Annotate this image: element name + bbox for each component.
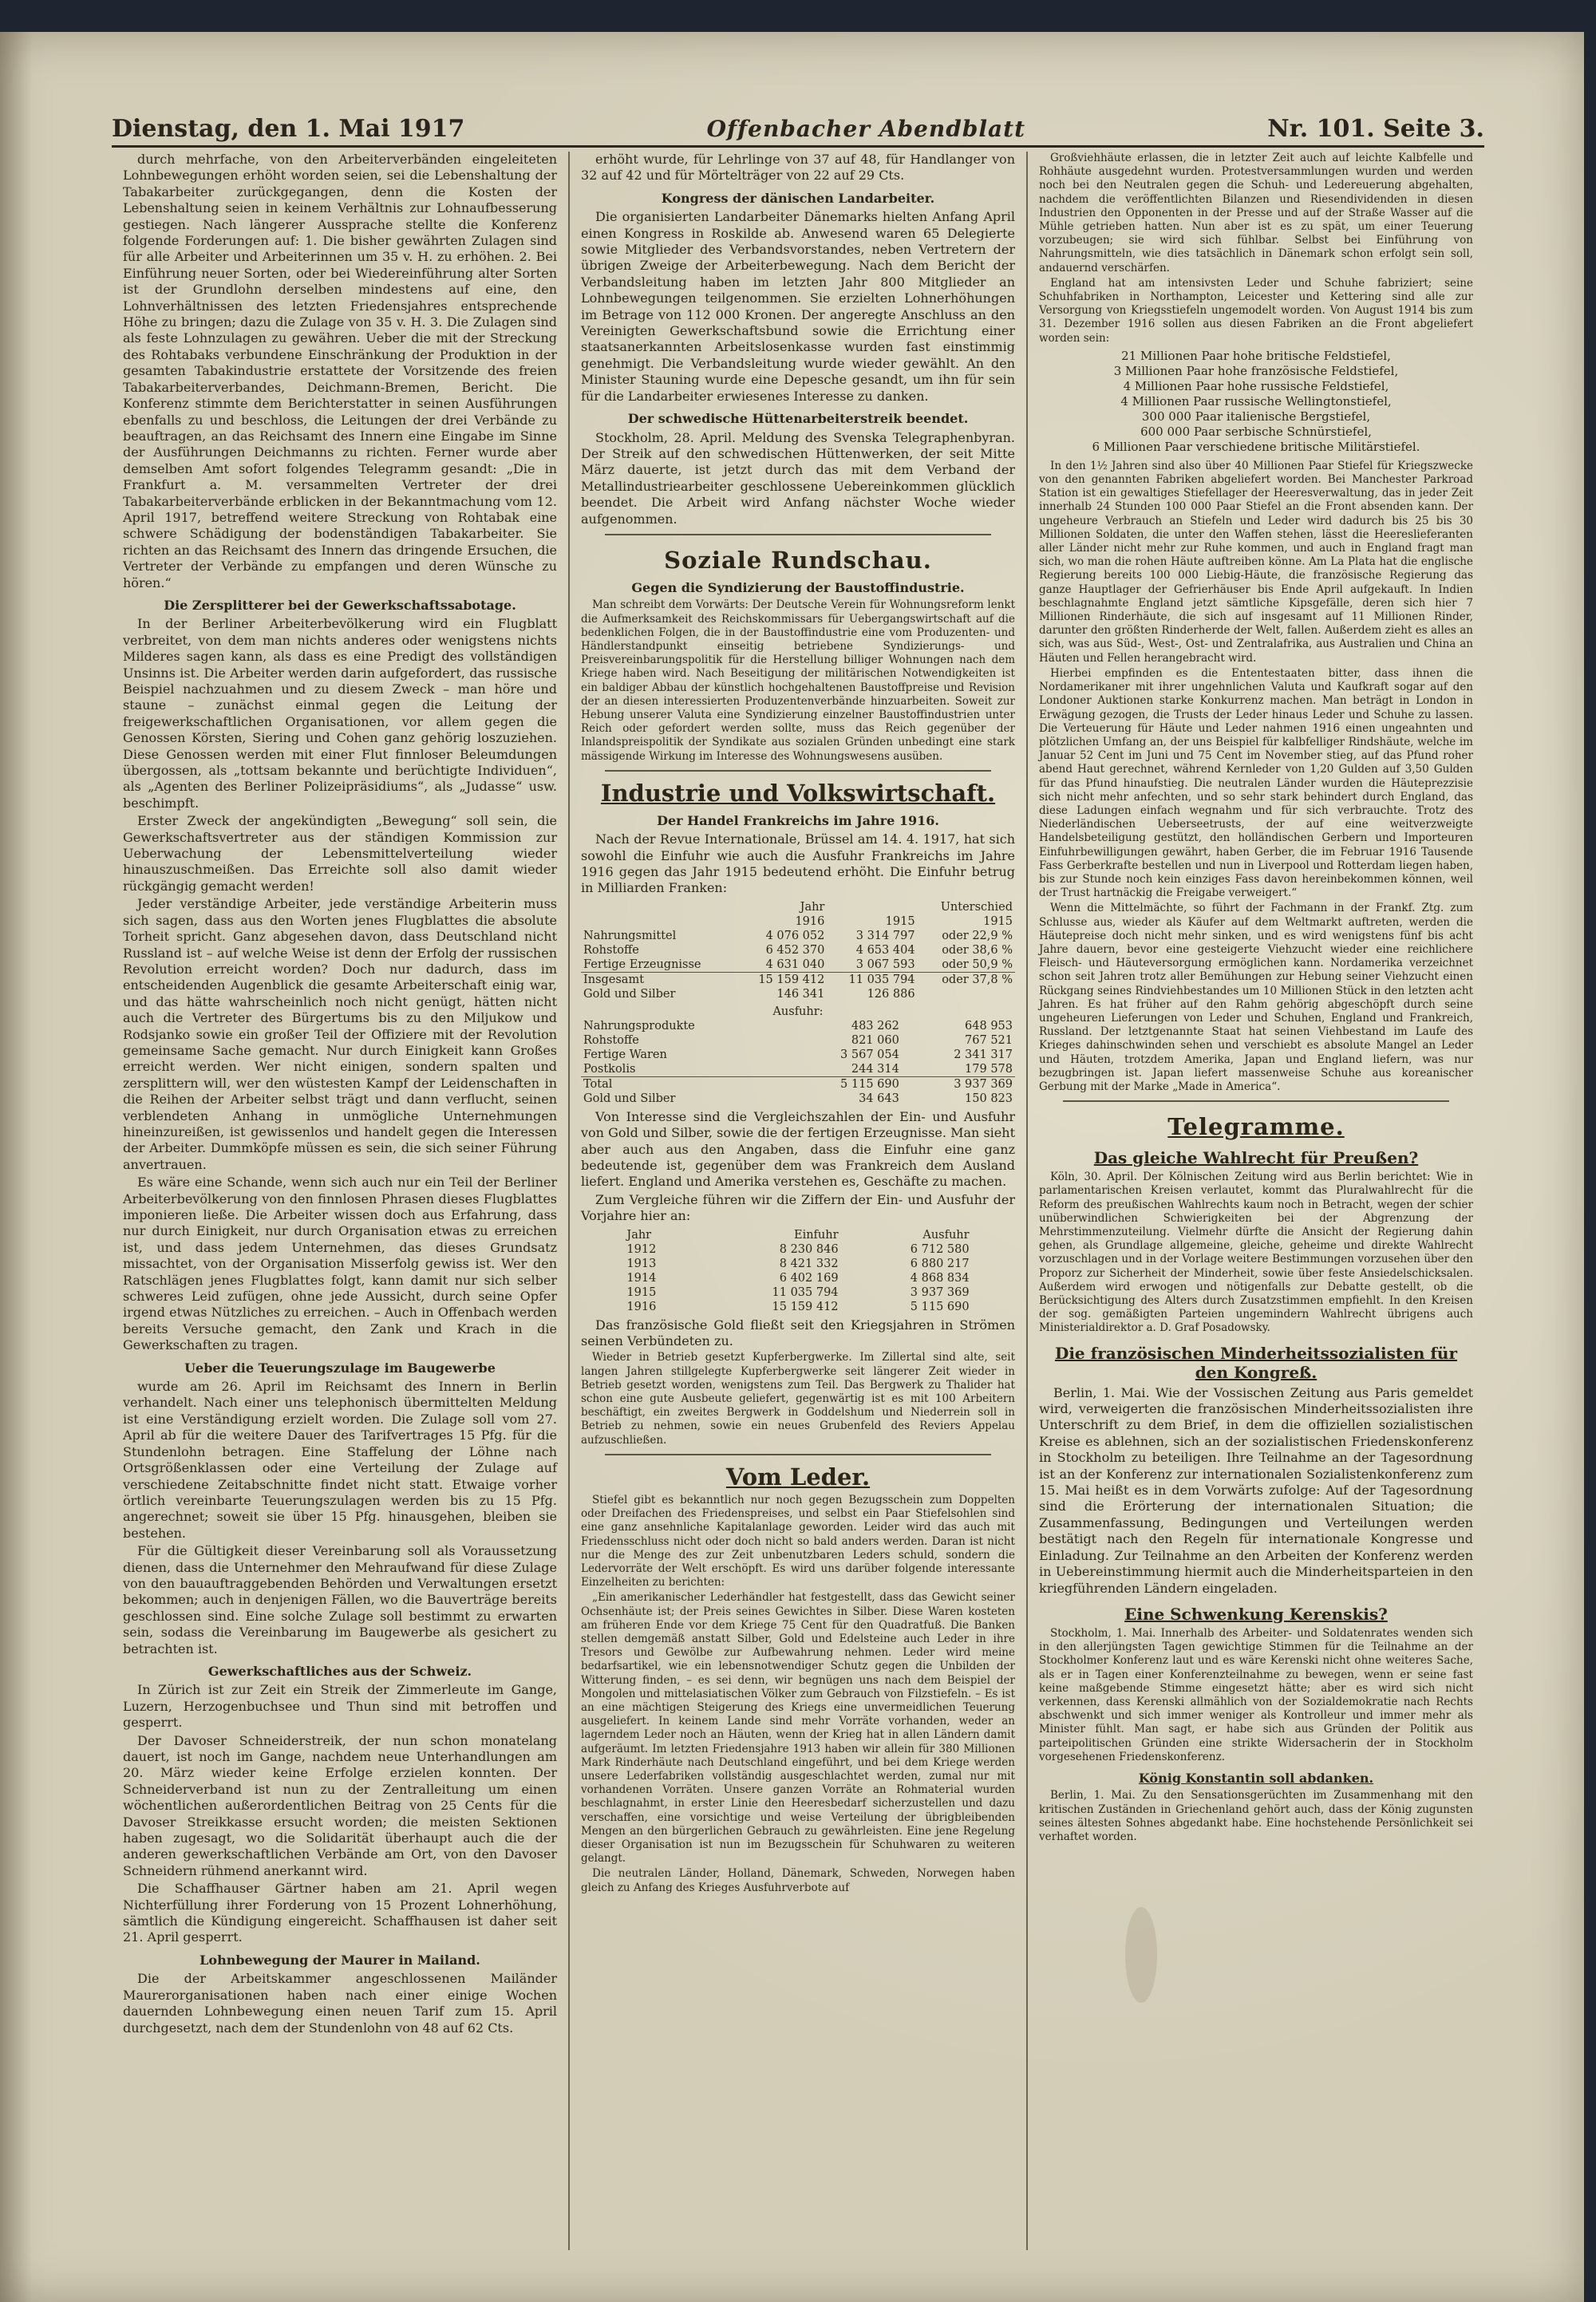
table-row-total — [581, 972, 1015, 987]
table-cell: Nahrungsmittel — [583, 929, 677, 942]
small-print-block — [581, 1494, 1015, 1895]
table-header: Unterschied — [940, 900, 1013, 914]
list-item: 600 000 Paar serbische Schnürstiefel, — [1140, 424, 1372, 439]
table-cell: 3 937 369 — [902, 1076, 1015, 1092]
paragraph: Nach der Revue Internationale, Brüssel am 14. 4. 1917, hat sich sowohl die Einfuhr wie auch die Ausfuhr Frankreichs im Jahre 1916 gegen das Jahr 1915 bedeutend erhöht. Die Einfuhr betrug in Milliarden Franken: — [581, 831, 1015, 896]
section-heading: Kongress der dänischen Landarbeiter. — [661, 190, 935, 206]
table-header: Jahr — [800, 900, 825, 914]
table-cell: Insgesamt — [581, 972, 737, 987]
table-cell: Rohstoffe — [583, 1033, 639, 1047]
table-cell: Rohstoffe — [583, 943, 639, 957]
yearly-trade-table — [624, 1228, 971, 1314]
column-1 — [112, 152, 568, 2250]
table-cell: 1916 — [626, 1300, 657, 1313]
list-item: 6 Millionen Paar verschiedene britische Militärstiefel. — [1092, 439, 1420, 454]
table-cell: 6 402 169 — [779, 1271, 839, 1285]
paragraph: durch mehrfache, von den Arbeiterverbänden eingeleiteten Lohnbewegungen erhöht worden seien, sei die Lebenshaltung der Tabakarbeiter zurückgegangen, denn die Kosten der Lebenshaltung seien in keinem Verhältnis zur Lohnaufbesserung gestiegen. Nach längerer Aussprache stellte die Konferenz folgende Forderungen auf: 1. Die bisher gewährten Zulagen sind für alle Arbeiter und Arbeiterinnen um 35 v. H. zu erhöhen. 2. Bei Einführung neuer Sorten, oder bei Wiedereinführung alter Sorten ist der Grundlohn derselben mindestens auf eine, den Lohnverhältnissen des letzten Friedensjahres entsprechende Höhe zu bringen; dazu die Zulage von 35 v. H. 3. Die Zulagen sind als feste Lohnzulagen zu gewähren. Ueber die mit der Streckung des Rohtabaks verbundene Einschränkung der Produktion in der gesamten Tabakindustrie erstattete der Vorsitzende des freien Tabakarbeiterverbandes, Deichmann-Bremen, Bericht. Die Konferenz stimmte dem Berichterstatter in seinen Ausführungen ebenfalls zu und beschloss, die Leitungen der drei Verbände zu beauftragen, an das Reichsamt des Innern eine Eingabe im Sinne der Ausführungen Deichmanns zu richten. Ferner wurde aber demselben Amt sofort folgendes Telegramm gesandt: „Die in Frankfurt a. M. versammelten Vertreter der drei Tabakarbeiterverbände erblicken in der Bekanntmachung vom 12. April 1917, betreffend weitere Streckung von Rohtabak eine schwere Schädigung der bodenständigen Tabakarbeiter. Sie richten an das Reichsamt des Innern das dringende Ersuchen, die Vertreter der Verbände zu empfangen und deren Wünsche zu hören.“ — [123, 152, 557, 590]
table-cell: 3 067 593 — [855, 958, 915, 971]
table-cell: 15 159 412 — [772, 1300, 839, 1313]
table-row — [581, 1092, 1015, 1106]
paragraph: Die der Arbeitskammer angeschlossenen Mailänder Maurerorganisationen haben nach einer einige Wochen dauernden Lohnbewegung einen neuen Tarif zum 15. April durchgesetzt, nach dem der Stundenlohn von 48 auf 62 Cts. — [123, 1971, 557, 2035]
table-cell: 34 643 — [859, 1092, 899, 1105]
table-cell: 4 076 052 — [765, 929, 825, 942]
paragraph: Erster Zweck der angekündigten „Bewegung“ soll sein, die Gewerkschaftsvertreter aus der ständigen Kommission zur Ueberwachung der Lebensmittelverteilung wieder hinauszuschmeißen. Das Erreichte soll also damit wieder rückgängig gemacht werden! — [123, 813, 557, 894]
small-print-block — [1039, 1789, 1473, 1844]
table-cell: 1915 — [626, 1285, 657, 1299]
paragraph: Großviehhäute erlassen, die in letzter Zeit auch auf leichte Kalbfelle und Rohhäute ausgedehnt wurden. Protestversammlungen wurden und werden noch bei den Neutralen gegen die Schuh- und Ledereuerung abgehalten, nachdem die veröffentlichten Bilanzen und Riesendividenden in diesen Industrien den Opponenten in der Presse und auf der Straße Wasser auf die Mühle getrieben hatten. Nun aber ist es zu spät, um einer Teuerung vorzubeugen; sie wird sich fühlbar. Selbst bei Einführung von Nahrungsmitteln, wie dies tatsächlich in Dänemark schon erfolgt sein soll, andauernd verschärfen. — [1039, 152, 1473, 274]
section-heading: Gegen die Syndizierung der Baustoffindustrie. — [631, 579, 965, 595]
table-cell — [918, 987, 1015, 1001]
table-cell: 150 823 — [965, 1092, 1013, 1105]
table-cell: 8 421 332 — [779, 1257, 839, 1270]
table-header: 1915 — [983, 914, 1013, 928]
paragraph: Zum Vergleiche führen wir die Ziffern der Ein- und Ausfuhr der Vorjahre hier an: — [581, 1191, 1015, 1224]
table-row — [624, 1242, 971, 1257]
table-cell: 821 060 — [851, 1033, 899, 1047]
table-header: Ausfuhr: — [772, 1005, 824, 1018]
divider — [605, 1454, 991, 1455]
issue-date: Dienstag, den 1. Mai 1917 — [112, 114, 465, 143]
list-item: 4 Millionen Paar russische Wellingtonstiefel, — [1120, 393, 1392, 409]
table-header — [581, 900, 737, 914]
table-cell: 767 521 — [965, 1033, 1013, 1047]
table-header — [827, 900, 917, 914]
section-heading: Der Handel Frankreichs im Jahre 1916. — [657, 812, 939, 828]
paragraph: Hierbei empfinden es die Ententestaaten bitter, dass ihnen die Nordamerikaner mit ihrer ungehnlichen Valuta und Kaufkraft sogar auf den Londoner Auktionen starke Konkurrenz machen. Man beträgt in London in Erwägung gezogen, die Trusts der Leder hinaus Leder und Schuhe zu lassen. Die Verteuerung für Häute und Leder nahmen 1916 einen ungeahnten und plötzlichen Umfang an, der uns Beispiel für kalbfelliger Rindshäute, welche im Januar 52 Cent im Juni und 75 Cent im November stieg, auf das Pfund roher abend Haut gerechnet, während Kernleder von 1,20 Gulden auf 3,50 Gulden für das Pfund hinaufstieg. Die neutralen Länder wurden die Häuteprezzisie sich nicht mehr anfechten, und so sehr stark behindert durch England, das diese Ladungen einfach wegnahm und für sich verbrauchte. Trotz des Niederländischen Ueberseetrusts, der auf eine weitverzweigte Handelsbeteiligung gestützt, den holländischen Gerbern und Importeuren Einfuhrbewilligungen gewährt, haben Gerber, die im Februar 1916 Tausende Fass Gerberkrafte bestellen und nun in Liverpool und Rotterdam liegen haben, bis zur Stunde noch kein einziges Fass davon hereinbekommen können, weil der Trust hartnäckig die Freigabe verweigert.“ — [1039, 666, 1473, 900]
paragraph: Köln, 30. April. Der Kölnischen Zeitung wird aus Berlin berichtet: Wie in parlamentarischen Kreisen verlautet, kommt das Pluralwahlrecht für die Reform des preußischen Wahlrechts kaum noch in Betracht, wegen der schier unüberwindlichen Schwierigkeiten bei der Abgrenzung der Mehrstimmenzuteilung. Vielmehr dürfte die Ansicht der Regierung dahin gehen, als Grundlage allgemeine, gleiche, geheime und direkte Wahlrecht vorzuschlagen und in der Vorlage weitere Bestimmungen vorzusehen über den Proporz zur Sicherheit der Minderheit, sowie über feste Ansiedelschicksalen. Außerdem wird erwogen und nötigenfalls zur Debatte gestellt, ob die Berücksichtigung des Alters durch Zusatzstimmen empfiehlt. In den Kreisen der sog. gemäßigten Parteien ungemindern Wahlrecht übrigens auch Ministerialdirektor a. D. Graf Posadowsky. — [1039, 1171, 1473, 1335]
table-cell: 146 341 — [776, 987, 825, 1001]
section-heading: König Konstantin soll abdanken. — [1138, 1770, 1374, 1786]
section-heading: Lohnbewegung der Maurer in Mailand. — [200, 1952, 480, 1968]
table-cell: Postkolis — [583, 1062, 636, 1076]
table-row — [624, 1271, 971, 1285]
paragraph: „Ein amerikanischer Lederhändler hat festgestellt, dass das Gewicht seiner Ochsenhäute ist; der Preis seines Gewichtes in Silber. Diese Waren kosteten am früheren Ende vor dem Kriege 75 Cent für den Quadratfuß. Die Banken stellen demgemäß anstatt Silber, Gold und Edelsteine auch Leder in ihre Tresors und Gewölbe zur Aufbewahrung nehmen. Leder wird meine bedarfsartikel, wie ein lebensnotwendiger Schutz gegen die Unbilden der Witterung finden, – es sei denn, wir begnügen uns nach dem Beispiel der Mongolen und mittelasiatischen Völker zum Gebrauch von Filzstiefeln. – Es ist an eine mächtigen Steigerung des Kriegs eine unvermeidlichen Teuerung ausgeliefert. In keinem Lande sind mehr Vorräte vorhanden, weder an lagerndem Leder noch an Häuten, wenn der Krieg hat in allen Ländern damit aufgeräumt. Im letzten Friedensjahre 1913 haben wir allein für 380 Millionen Mark Rinderhäute nach Deutschland eingeführt, und bei dem Kriege werden unsere Lederfabriken vollständig ausgeschlachtet werden, zumal nur mit vorhandenen Vorräten. Unsere ganzen Vorräte an Rohmaterial wurden beschlagnahmt, in erster Linie den Heeresbedarf sicherzustellen und dazu verschaffen, eine vorsichtige und weise Verteilung der übrigbleibenden Mengen an den bürgerlichen Gebrauch zu gewährleisten. Eine jene Regelung dieser Organisation ist nun im Bezugsschein für Schuhwaren zu weiteren gelangt. — [581, 1591, 1015, 1866]
table-cell: 4 868 834 — [910, 1271, 970, 1285]
paragraph: Berlin, 1. Mai. Zu den Sensationsgerüchten im Zusammenhang mit den kritischen Zuständen in Griechenland gehört auch, dass der König zugunsten seines ältesten Sohnes abgedankt habe. Eine hochstehende Persönlichkeit sei verhaftet worden. — [1039, 1789, 1473, 1843]
section-heading: Gewerkschaftliches aus der Schweiz. — [207, 1663, 472, 1679]
table-row — [624, 1257, 971, 1271]
paragraph: Stockholm, 1. Mai. Innerhalb des Arbeiter- und Soldatenrates wenden sich in den allerjüngsten Tagen gewichtige Stimmen für die Teilnahme an der Stockholmer Konferenz laut und es wäre Kerenski nicht ohne weiteres Sache, als er in Tagen einer Konferenzteilnahme zu bewegen, wenn er seine fast keine maßgebende Stimme eingesetzt hätte; aber es wird sich nicht verkennen, dass Kerenski allmählich von der Sozialdemokratie nach Rechts abschwenkt und sich immer weniger als Kontrolleur und immer mehr als Minister fühlt. Man sagt, er habe sich aus Gründen der Politik aus parteipolitischen Gründen eine strikte Widersacherin der in Stockholm vorgesehenen Friedenskonferenz. — [1039, 1626, 1473, 1763]
list-item: 4 Millionen Paar hohe russische Feldstiefel, — [1123, 378, 1389, 393]
list-item: 300 000 Paar italienische Bergstiefel, — [1141, 409, 1371, 424]
list-item: 21 Millionen Paar hohe britische Feldstiefel, — [1121, 348, 1391, 363]
table-cell: 11 035 794 — [772, 1285, 839, 1299]
table-cell: Nahrungsprodukte — [583, 1019, 695, 1033]
import-table — [581, 900, 1015, 1001]
divider — [1063, 1100, 1449, 1102]
table-cell: 6 880 217 — [910, 1257, 970, 1270]
section-heading: Die französischen Minderheitssozialisten für den Kongreß. — [1054, 1343, 1458, 1382]
table-cell: oder 22,9 % — [942, 929, 1013, 942]
table-cell: 483 262 — [851, 1019, 899, 1033]
table-cell: 1912 — [626, 1242, 657, 1256]
paragraph: In der Berliner Arbeiterbevölkerung wird ein Flugblatt verbreitet, von dem man nichts anderes oder wenigstens nichts Milderes sagen kann, als dass es eine Predigt des vollständigen Unsinns ist. Die Arbeiter werden darin aufgefordert, das russische Beispiel nachzuahmen und zu diesem Zweck – man höre und staune – zunächst einmal gegen die Leitung der freigewerkschaftlichen Organisationen, vor allem gegen die Genossen Körsten, Siering und Cohen ganz gehörig loszuziehen. Diese Genossen werden mit einer Flut finnloser Beleumdungen übergossen, als „tottsam bekannte und berüchtigte Individuen“, als „Agenten des Berliner Polizeipräsidiums“, als „Judasse“ usw. beschimpft. — [123, 616, 557, 811]
table-row — [581, 958, 1015, 973]
table-cell: 5 115 690 — [910, 1300, 970, 1313]
divider — [605, 770, 991, 772]
paragraph: Wenn die Mittelmächte, so führt der Fachmann in der Frankf. Ztg. zum Schlusse aus, wieder als Käufer auf dem Weltmarkt auftreten, werden die Häutepreise doch nicht mehr sinken, und es wird wenigstens fünf bis acht Jahre dauern, bevor eine gesteigerte Viehzucht wieder eine reichlichere Fleisch- und Häuteversorgung ermöglichen kann. Nordamerika verzeichnet schon seit Jahren trotz aller Bemühungen zur Hebung seiner Viehzucht einen Rückgang seines Rindviehbestandes um 10 Millionen Stück in den letzten acht Jahren. Es hat früher auf den Rahm gehörig abgeschöpft durch seine ungeheuren Lieferungen von Leder und Schuhen, England und Frankreich, Russland. Der letztgenannte Staat hat seinen Viehbestand im Laufe des Krieges dahinschwinden sehen und verschiebt es absolute Mangel an Leder und Häuten, trotzdem Amerika, Japan und England liefern, was nur bezugbringen ist. Japan liefert massenweise Schuhe aus koreanischer Gerbung mit der Marke „Made in America“. — [1039, 902, 1473, 1093]
table-cell: Fertige Waren — [583, 1048, 667, 1061]
table-cell: 1913 — [626, 1257, 657, 1270]
paragraph: Von Interesse sind die Vergleichszahlen der Ein- und Ausfuhr von Gold und Silber, sowie die der fertigen Erzeugnisse. Man sieht aber auch aus den Angaben, dass die Einfuhr eine ganz bedeutende ist, gegenüber dem was Frankreich dem Ausland liefert. England und Amerika verstehen es, Geschäfte zu machen. — [581, 1108, 1015, 1190]
paragraph: Für die Gültigkeit dieser Vereinbarung soll als Voraussetzung dienen, dass die Unternehmer den Mehraufwand für diese Zulage von den bauauftraggebenden Behörden und Verwaltungen ersetzt bekommen; auch in denjenigen Fällen, wo die Bauverträge bereits geschlossen sind. Eine solche Zulage soll bestimmt zu erwarten sein, sodass die Vereinbarung im Baugewerbe als gesichert zu betrachten ist. — [123, 1543, 557, 1656]
table-row — [581, 1019, 1015, 1033]
paragraph: Man schreibt dem Vorwärts: Der Deutsche Verein für Wohnungsreform lenkt die Aufmerksamkeit des Reichskommissars für Uebergangswirtschaft auf die bedenklichen Folgen, die in der Baustoffindustrie eine vom Produzenten- und Händlerstandpunkt einseitig betriebene Syndizierungs- und Preisvereinbarungspolitik für die Herstellung billiger Wohnungen nach dem Kriege haben wird. Nach Beseitigung der militärischen Notwendigkeiten ist ein baldiger Abbau der künstlich hochgehaltenen Baustoffpreise und Revision der an diesen interessierten Produzentenverbände hinzuarbeiten. Soweit zur Hebung unserer Valuta eine Syndizierung einzelner Baustoffindustrien unter Reich oder gefordert werden sollte, muss das Reich gegenüber der Inlandspreispolitik der Syndikate aus sozialen Gründen unbedingt eine stark mässigende Wirkung im Interesse des Wohnungswesens ausüben. — [581, 598, 1015, 763]
page-number: Nr. 101. Seite 3. — [1267, 114, 1484, 143]
table-header: 1916 — [795, 914, 825, 928]
section-heading: Die Zersplitterer bei der Gewerkschaftssabotage. — [164, 597, 516, 613]
paragraph: In den 1½ Jahren sind also über 40 Millionen Paar Stiefel für Kriegszwecke von den genannten Fabriken abgeliefert worden. Bei Manchester Parkroad Station ist ein gewaltiges Stiefellager der Heeresverwaltung, das in jeder Zeit innerhalb 24 Stunden 100 000 Paar Stiefel an die Front absenden kann. Der ungeheure Verbrauch an Stiefeln und Leder wird dadurch bis 25 bis 30 Millionen Soldaten, die unter den Waffen stehen, lässt die Heereslieferanten aller Länder nicht mehr zur Ruhe kommen, und auch in England fragt man sich, wo man die rohen Häute auftreiben könne. Am La Plata hat die englische Regierung bereits 100 000 Liebig-Häute, die französische Regierung das ganze Hauptlager der Gefrierhäuser bis Ende April aufgekauft. In Indien beschlagnahmte England jetzt sämtliche Kipsgefälle, deren sich hier 7 Millionen Rinderhäute, die sich auf insgesamt auf 11 Millionen Rinder, darunter den größten Rinderherde der Welt, fallen. Außerdem zieht es alles an sich, was aus Süd-, West-, Ost- und Zentralafrika, aus Australien und China an Häuten und Fellen herangebracht wird. — [1039, 459, 1473, 665]
table-cell: Gold und Silber — [583, 1092, 676, 1105]
section-title-vom-leder: Vom Leder. — [725, 1463, 871, 1491]
small-print-block — [1039, 1171, 1473, 1335]
table-cell: 3 937 369 — [910, 1285, 970, 1299]
table-row — [581, 943, 1015, 958]
small-print-block — [1039, 152, 1473, 1094]
section-title-industrie: Industrie und Volkswirtschaft. — [600, 779, 996, 807]
paragraph: Stiefel gibt es bekanntlich nur noch gegen Bezugsschein zum Doppelten oder Dreifachen des Friedenspreises, und selbst ein Paar Stiefelsohlen sind eine ganz ansehnliche Kapitalanlage geworden. Leider wird das auch mit Friedensschluss nicht oder doch nicht so bald anders werden. Daran ist nicht nur die Menge des zur Zeit unbenutzbaren Leders schuld, sondern die Ledervorräte der Welt erschöpft. Es wird uns darüber folgende interessante Einzelheiten zu berichten: — [581, 1493, 1015, 1589]
table-cell: 3 314 797 — [855, 929, 915, 942]
section-heading: Der schwedische Hüttenarbeiterstreik beendet. — [627, 411, 969, 427]
paragraph: Es wäre eine Schande, wenn sich auch nur ein Teil der Berliner Arbeiterbevölkerung von den finnlosen Phrasen dieses Flugblattes imponieren ließe. Die Arbeiter wissen doch aus Erfahrung, dass nur durch Einigkeit, nur durch Organisation etwas zu erreichen ist, und dass jedem Unternehmen, das dieses Grundsatz missachtet, von der Organisation Misserfolg gewiss ist. Wer den Ratschlägen jenes Flugblattes folgt, kann damit nur sich selber schweres Leid zufügen, ohne jede Aussicht, durch seine Opfer irgend etwas Nützliches zu erreichen. – Auch in Offenbach werden bereits Versuche gemacht, den Zank und Krach in die Gewerkschaften zu tragen. — [123, 1175, 557, 1353]
table-cell: 2 341 317 — [954, 1048, 1013, 1061]
table-header — [581, 914, 737, 929]
table-cell: oder 50,9 % — [942, 958, 1013, 971]
paragraph: Der Davoser Schneiderstreik, der nun schon monatelang dauert, ist noch im Gange, nachdem neue Unterhandlungen am 20. März wieder keine Erfolge erzielen konnten. Der Schneiderverband ist nun zu der Zentralleitung um einen wöchentlichen außerordentlichen Beitrag von 25 Cents für die Davoser Streikkasse ersucht worden; die meisten Sektionen haben zugesagt, wo die Solidarität überhaupt auch die der anderen gewerkschaftlichen Verbände am Ort, von den Davoser Schneidern rühmend anerkannt wird. — [123, 1732, 557, 1878]
paragraph: Die Schaffhauser Gärtner haben am 21. April wegen Nichterfüllung ihrer Forderung von 15 Prozent Lohnerhöhung, sämtlich die Kündigung eingereicht. Schaffhausen ist daher seit 21. April gesperrt. — [123, 1881, 557, 1945]
table-cell: 5 115 690 — [788, 1076, 902, 1092]
paragraph: Wieder in Betrieb gesetzt Kupferbergwerke. Im Zillertal sind alte, seit langen Jahren stillgelegte Kupferbergwerke seit längerer Zeit wieder in Betrieb gesetzt worden, wenigstens zum Teil. Das Bergwerk zu Thalider hat schon eine gute Ausbeute geliefert, gegenwärtig ist es mit 100 Arbeitern beschäftigt, ein zweites Bergwerk in Goddelshum und Niederrein soll in Betrieb zu nehmen, sowie ein neues Grubenfeld des Reviers Appelau aufzuschließen. — [581, 1351, 1015, 1447]
small-print-block — [1039, 1627, 1473, 1764]
table-cell: 126 886 — [867, 987, 915, 1001]
table-row — [581, 1048, 1015, 1062]
small-print-block — [581, 1351, 1015, 1447]
export-table — [581, 1005, 1015, 1106]
table-cell: Fertige Erzeugnisse — [583, 958, 701, 971]
table-cell: 1914 — [626, 1271, 657, 1285]
table-row — [581, 929, 1015, 943]
paragraph: Die organisierten Landarbeiter Dänemarks hielten Anfang April einen Kongress in Roskilde ab. Anwesend waren 65 Delegierte sowie Mitglieder des Verbandsvorstandes, neben Vertretern der übrigen Zweige der Arbeiterbewegung. Nach dem Bericht der Verbandsleitung haben im letzten Jahr 800 Mitglieder an Lohnbewegungen teilgenommen. Sie erzielten Lohnerhöhungen im Betrage von 112 000 Kronen. Der angeregte Anschluss an den Vereinigten Gewerkschaftsbund sowie die Errichtung einer staatsanerkannten Arbeitslosenkasse wurden fast einstimmig genehmigt. Die Verbandsleitung wurde wieder gewählt. An den Minister Stauning wurde eine Depesche gesandt, um ihn für sein für die Landarbeiter erwiesenes Interesse zu danken. — [581, 209, 1015, 404]
table-cell: 648 953 — [965, 1019, 1013, 1033]
table-cell: 6 712 580 — [910, 1242, 970, 1256]
section-heading: Das gleiche Wahlrecht für Preußen? — [1093, 1148, 1419, 1168]
newspaper-title: Offenbacher Abendblatt — [706, 115, 1026, 142]
section-title-telegramme: Telegramme. — [1167, 1113, 1345, 1141]
divider — [605, 534, 991, 535]
table-row-total — [581, 1076, 1015, 1092]
paragraph: Das französische Gold fließt seit den Kriegsjahren in Strömen seinen Verbündeten zu. — [581, 1317, 1015, 1349]
table-cell: 6 452 370 — [765, 943, 825, 957]
table-cell: 15 159 412 — [737, 972, 827, 987]
section-title-soziale-rundschau: Soziale Rundschau. — [664, 546, 932, 574]
table-cell: oder 37,8 % — [918, 972, 1015, 987]
paragraph: Die neutralen Länder, Holland, Dänemark, Schweden, Norwegen haben gleich zu Anfang des Krieges Ausfuhrverbote auf — [581, 1867, 1015, 1894]
section-heading: Ueber die Teuerungszulage im Baugewerbe — [184, 1360, 496, 1376]
table-header: Ausfuhr — [922, 1228, 970, 1242]
column-3 — [1026, 152, 1484, 2250]
boot-delivery-list — [1039, 349, 1473, 455]
table-row — [581, 1033, 1015, 1048]
small-print-block — [581, 598, 1015, 763]
table-header: Jahr — [626, 1228, 652, 1242]
table-cell: 179 578 — [965, 1062, 1013, 1076]
table-row — [581, 1062, 1015, 1077]
masthead — [112, 112, 1484, 148]
table-cell: 11 035 794 — [827, 972, 917, 987]
section-heading: Eine Schwenkung Kerenskis? — [1124, 1604, 1388, 1624]
table-header: 1915 — [885, 914, 915, 928]
table-cell: 244 314 — [851, 1062, 899, 1076]
paragraph: In Zürich ist zur Zeit ein Streik der Zimmerleute im Gange, Luzern, Herzogenbuchsee und Thun sind mit betroffen und gesperrt. — [123, 1682, 557, 1731]
table-row — [624, 1285, 971, 1300]
table-cell: 8 230 846 — [779, 1242, 839, 1256]
table-cell: oder 38,6 % — [942, 943, 1013, 957]
paragraph: wurde am 26. April im Reichsamt des Innern in Berlin verhandelt. Nach einer uns telephonisch übermittelten Meldung ist eine Verständigung erzielt worden. Die Zulage soll vom 27. April ab für die weitere Dauer des Tarifvertrages 15 Pfg. für die Stundenlohn betragen. Eine Staffelung der Löhne nach Ortsgrößenklassen oder eine Verteilung der Zulage auf verschiedene Zeitabschnitte findet nicht statt. Etwaige vorher örtlich vereinbarte Teuerungszulagen werden bis zu 15 Pfg. angerechnet; soweit sie über 15 Pfg. hinausgehen, bleiben sie bestehen. — [123, 1379, 557, 1541]
table-cell: Gold und Silber — [583, 987, 676, 1001]
table-cell: Total — [581, 1076, 788, 1092]
paragraph: Berlin, 1. Mai. Wie der Vossischen Zeitung aus Paris gemeldet wird, verweigerten die französischen Minderheitssozialisten ihre Unterschrift zu dem Brief, in dem die offiziellen sozialistischen Kreise es ablehnen, sich an der sozialistischen Friedenskonferenz in Stockholm zu beteiligen. Ihre Teilnahme an der Tagesordnung ist an der Konferenz zur internationalen Sozialistenkonferenz zum 15. Mai heißt es in dem Vorwärts zufolge: Auf der Tagesordnung sind die Erörterung der internationalen Situation; die Zusammenfassung, Bedingungen und Verteilungen werden bestätigt nach den Regeln für internationale Kongresse und Einladung. Zur Teilnahme an den Arbeiten der Konferenz werden in Uebereinstimmung hiermit auch die Minderheitsparteien in den kriegführenden Ländern eingeladen. — [1039, 1384, 1473, 1596]
table-header: Einfuhr — [794, 1228, 839, 1242]
column-2 — [568, 152, 1026, 2250]
paragraph: erhöht wurde, für Lehrlinge von 37 auf 48, für Handlanger von 32 auf 42 und für Mörtelträger von 22 auf 29 Cts. — [581, 152, 1015, 184]
paragraph: England hat am intensivsten Leder und Schuhe fabriziert; seine Schuhfabriken in Northampton, Leicester und Kettering sind alle zur Versorgung von Kriegsstiefeln ungemodelt worden. Von August 1914 bis zum 31. Dezember 1916 sollen aus diesen Fabriken an die Front abgeliefert worden sein: — [1039, 276, 1473, 345]
table-cell: 3 567 054 — [840, 1048, 899, 1061]
table-row — [581, 987, 1015, 1001]
paragraph: Jeder verständige Arbeiter, jede verständige Arbeiterin muss sich sagen, dass aus den Worten jenes Flugblattes die absolute Torheit spricht. Ganz abgesehen davon, dass Deutschland nicht Russland ist – auf welche Weise ist denn der Erfolg der russischen Revolution erreicht worden? Doch nur dadurch, dass im entscheidenden Augenblick die gesamte Arbeiterschaft einig war, und das hätte wahrscheinlich noch nicht genügt, hätten nicht auch die Vertreter des Bürgertums bis zu den Miljukow und Rodsjanko sowie ein großer Teil der Offiziere mit der Revolution gemeinsame Sache gemacht. Nur durch Einigkeit kann Großes erreicht werden. Wer nicht einigen, sondern spalten und zersplittern will, wer den wüstesten Kampf der Leidenschaften in die Reihen der Arbeiter selbst trägt und dann verflucht, seinen verblendeten Anhang in unmögliche Unternehmungen hineinzureißen, ist gewissenlos und handelt gegen die Interessen der Arbeiter. Dummköpfe müssen es sein, die sich seiner Führung anvertrauen. — [123, 896, 557, 1172]
table-row — [624, 1300, 971, 1314]
list-item: 3 Millionen Paar hohe französische Feldstiefel, — [1113, 363, 1399, 378]
table-cell: 4 653 404 — [855, 943, 915, 957]
table-cell: 4 631 040 — [765, 958, 825, 971]
article-columns — [112, 152, 1484, 2250]
paragraph: Stockholm, 28. April. Meldung des Svenska Telegraphenbyran. Der Streik auf den schwedischen Hüttenwerken, der seit Mitte März dauerte, ist jetzt durch das mit dem Verband der Metallindustriearbeiter geschlossene Uebereinkommen glücklich beendet. Die Arbeit wird Anfang nächster Woche wieder aufgenommen. — [581, 429, 1015, 527]
